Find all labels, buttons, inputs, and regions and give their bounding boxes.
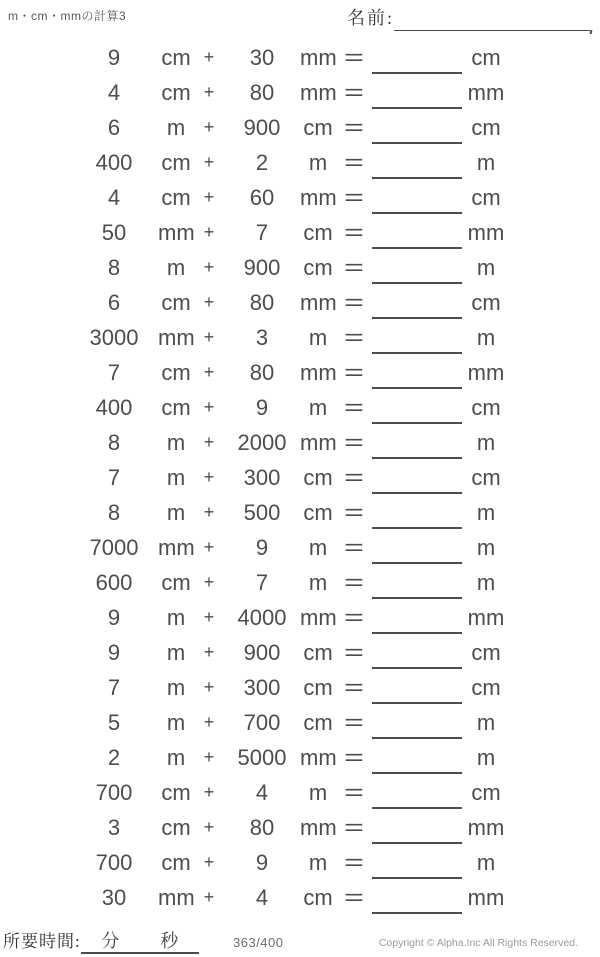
answer-blank[interactable] <box>372 40 462 74</box>
answer-blank[interactable] <box>372 75 462 109</box>
answer-unit: mm <box>467 884 505 910</box>
equals-sign: = <box>344 219 364 245</box>
operand1-value: 4 <box>107 184 121 210</box>
problems-list <box>0 40 600 915</box>
problem-row <box>0 565 600 600</box>
equals-sign: = <box>344 884 364 910</box>
problem-row <box>0 600 600 635</box>
operand1-value: 400 <box>95 149 133 175</box>
plus-sign: + <box>203 537 215 557</box>
answer-unit: mm <box>467 79 505 105</box>
answer-blank[interactable] <box>372 250 462 284</box>
answer-blank[interactable] <box>372 425 462 459</box>
operand2-unit: mm <box>300 359 337 385</box>
answer-blank[interactable] <box>372 320 462 354</box>
operand2-value: 9 <box>255 849 269 875</box>
answer-unit: m <box>476 429 496 455</box>
operand1-value: 3 <box>107 814 121 840</box>
answer-unit: m <box>476 254 496 280</box>
plus-sign: + <box>203 187 215 207</box>
answer-unit: m <box>476 744 496 770</box>
page-title: m・cm・mmの計算3 <box>8 9 127 23</box>
equals-sign: = <box>344 639 364 665</box>
problem-row <box>0 845 600 880</box>
operand1-value: 8 <box>107 499 121 525</box>
operand2-unit: m <box>308 149 328 175</box>
operand2-unit: m <box>308 849 328 875</box>
operand2-unit: mm <box>300 44 337 70</box>
operand1-value: 50 <box>101 219 127 245</box>
minutes-unit-label: 分 <box>101 931 120 951</box>
equals-sign: = <box>344 429 364 455</box>
seconds-unit-label: 秒 <box>160 931 179 951</box>
operand2-unit: m <box>308 394 328 420</box>
problem-row <box>0 460 600 495</box>
footer <box>0 922 600 957</box>
answer-unit: mm <box>467 814 505 840</box>
operand2-value: 3 <box>255 324 269 350</box>
plus-sign: + <box>203 852 215 872</box>
operand1-value: 7 <box>107 359 121 385</box>
operand2-value: 60 <box>249 184 275 210</box>
plus-sign: + <box>203 747 215 767</box>
operand2-unit: cm <box>303 219 333 245</box>
operand1-value: 9 <box>107 44 121 70</box>
answer-blank[interactable] <box>372 670 462 704</box>
equals-sign: = <box>344 744 364 770</box>
operand1-unit: m <box>166 709 186 735</box>
operand2-unit: cm <box>303 884 333 910</box>
answer-blank[interactable] <box>372 215 462 249</box>
copyright-text: Copyright © Alpha.Inc All Rights Reserved. <box>378 937 578 949</box>
answer-blank[interactable] <box>372 880 462 914</box>
answer-blank[interactable] <box>372 180 462 214</box>
equals-sign: = <box>344 79 364 105</box>
answer-unit: m <box>476 709 496 735</box>
problem-row <box>0 775 600 810</box>
operand1-value: 400 <box>95 394 133 420</box>
operand2-value: 2 <box>255 149 269 175</box>
plus-sign: + <box>203 432 215 452</box>
plus-sign: + <box>203 82 215 102</box>
answer-unit: cm <box>471 289 501 315</box>
plus-sign: + <box>203 222 215 242</box>
answer-unit: cm <box>471 639 501 665</box>
answer-blank[interactable] <box>372 355 462 389</box>
operand1-unit: m <box>166 744 186 770</box>
plus-sign: + <box>203 887 215 907</box>
problem-row <box>0 670 600 705</box>
plus-sign: + <box>203 327 215 347</box>
operand1-unit: cm <box>161 184 191 210</box>
problem-row <box>0 530 600 565</box>
operand2-unit: mm <box>300 604 337 630</box>
equals-sign: = <box>344 569 364 595</box>
problem-row <box>0 390 600 425</box>
equals-sign: = <box>344 149 364 175</box>
operand2-value: 5000 <box>237 744 287 770</box>
operand2-value: 4000 <box>237 604 287 630</box>
plus-sign: + <box>203 117 215 137</box>
operand1-value: 6 <box>107 289 121 315</box>
operand1-unit: mm <box>158 219 195 245</box>
answer-blank[interactable] <box>372 460 462 494</box>
operand2-unit: m <box>308 324 328 350</box>
answer-blank[interactable] <box>372 740 462 774</box>
problem-row <box>0 180 600 215</box>
answer-blank[interactable] <box>372 705 462 739</box>
plus-sign: + <box>203 502 215 522</box>
operand1-unit: cm <box>161 289 191 315</box>
answer-blank[interactable] <box>372 565 462 599</box>
equals-sign: = <box>344 849 364 875</box>
operand1-unit: m <box>166 114 186 140</box>
operand2-value: 30 <box>249 44 275 70</box>
operand1-unit: m <box>166 429 186 455</box>
plus-sign: + <box>203 292 215 312</box>
answer-blank[interactable] <box>372 775 462 809</box>
operand1-value: 2 <box>107 744 121 770</box>
equals-sign: = <box>344 184 364 210</box>
operand1-unit: cm <box>161 849 191 875</box>
operand1-unit: m <box>166 604 186 630</box>
operand2-unit: m <box>308 569 328 595</box>
operand2-value: 500 <box>243 499 281 525</box>
problem-row <box>0 495 600 530</box>
operand1-value: 600 <box>95 569 133 595</box>
answer-unit: mm <box>467 219 505 245</box>
equals-sign: = <box>344 44 364 70</box>
answer-blank[interactable] <box>372 495 462 529</box>
answer-blank[interactable] <box>372 810 462 844</box>
operand2-value: 80 <box>249 79 275 105</box>
answer-unit: m <box>476 149 496 175</box>
operand2-unit: m <box>308 779 328 805</box>
operand1-unit: cm <box>161 359 191 385</box>
problem-row <box>0 110 600 145</box>
operand2-unit: cm <box>303 464 333 490</box>
operand2-unit: mm <box>300 79 337 105</box>
operand1-value: 3000 <box>89 324 139 350</box>
answer-blank[interactable] <box>372 110 462 144</box>
answer-unit: m <box>476 499 496 525</box>
problem-row <box>0 75 600 110</box>
equals-sign: = <box>344 779 364 805</box>
operand1-value: 7 <box>107 674 121 700</box>
plus-sign: + <box>203 257 215 277</box>
operand1-value: 30 <box>101 884 127 910</box>
operand2-value: 900 <box>243 254 281 280</box>
answer-unit: cm <box>471 114 501 140</box>
equals-sign: = <box>344 324 364 350</box>
operand1-unit: cm <box>161 779 191 805</box>
operand2-value: 7 <box>255 569 269 595</box>
equals-sign: = <box>344 394 364 420</box>
problem-row <box>0 740 600 775</box>
operand2-value: 4 <box>255 884 269 910</box>
problem-row <box>0 320 600 355</box>
equals-sign: = <box>344 814 364 840</box>
plus-sign: + <box>203 607 215 627</box>
plus-sign: + <box>203 817 215 837</box>
operand2-value: 80 <box>249 289 275 315</box>
plus-sign: + <box>203 152 215 172</box>
operand2-value: 4 <box>255 779 269 805</box>
operand2-unit: cm <box>303 114 333 140</box>
operand2-value: 300 <box>243 464 281 490</box>
operand1-value: 5 <box>107 709 121 735</box>
operand2-unit: mm <box>300 429 337 455</box>
operand2-value: 900 <box>243 639 281 665</box>
plus-sign: + <box>203 397 215 417</box>
answer-unit: cm <box>471 184 501 210</box>
problem-row <box>0 145 600 180</box>
answer-unit: cm <box>471 674 501 700</box>
operand2-unit: mm <box>300 744 337 770</box>
operand1-value: 8 <box>107 429 121 455</box>
operand2-value: 2000 <box>237 429 287 455</box>
operand2-unit: cm <box>303 674 333 700</box>
problem-row <box>0 285 600 320</box>
problem-row <box>0 705 600 740</box>
problem-row <box>0 880 600 915</box>
operand2-value: 300 <box>243 674 281 700</box>
answer-blank[interactable] <box>372 145 462 179</box>
operand2-unit: cm <box>303 499 333 525</box>
name-field <box>347 5 590 31</box>
operand1-unit: cm <box>161 394 191 420</box>
operand1-unit: m <box>166 254 186 280</box>
operand2-unit: mm <box>300 289 337 315</box>
problem-row <box>0 425 600 460</box>
answer-unit: mm <box>467 359 505 385</box>
operand1-value: 700 <box>95 779 133 805</box>
time-field <box>3 928 199 954</box>
operand2-unit: cm <box>303 639 333 665</box>
equals-sign: = <box>344 289 364 315</box>
operand2-value: 7 <box>255 219 269 245</box>
operand1-unit: cm <box>161 569 191 595</box>
plus-sign: + <box>203 677 215 697</box>
operand1-unit: cm <box>161 814 191 840</box>
operand2-value: 9 <box>255 394 269 420</box>
plus-sign: + <box>203 467 215 487</box>
answer-unit: cm <box>471 44 501 70</box>
time-label: 所要時間: <box>3 932 81 951</box>
operand1-value: 7000 <box>89 534 139 560</box>
problem-row <box>0 215 600 250</box>
operand2-unit: mm <box>300 184 337 210</box>
answer-unit: m <box>476 534 496 560</box>
operand1-value: 9 <box>107 639 121 665</box>
plus-sign: + <box>203 782 215 802</box>
operand1-value: 700 <box>95 849 133 875</box>
operand1-unit: mm <box>158 884 195 910</box>
operand1-value: 7 <box>107 464 121 490</box>
answer-unit: m <box>476 569 496 595</box>
operand1-unit: mm <box>158 324 195 350</box>
problem-row <box>0 810 600 845</box>
problem-row <box>0 355 600 390</box>
name-label: 名前: <box>346 8 394 28</box>
answer-unit: cm <box>471 464 501 490</box>
operand1-unit: m <box>166 499 186 525</box>
operand2-value: 80 <box>249 814 275 840</box>
plus-sign: + <box>203 362 215 382</box>
time-input-line[interactable] <box>81 928 199 954</box>
equals-sign: = <box>344 674 364 700</box>
equals-sign: = <box>344 499 364 525</box>
operand1-unit: m <box>166 464 186 490</box>
answer-unit: cm <box>471 779 501 805</box>
page-count: 363/400 <box>233 935 284 950</box>
equals-sign: = <box>344 359 364 385</box>
problem-row <box>0 250 600 285</box>
answer-blank[interactable] <box>372 390 462 424</box>
plus-sign: + <box>203 572 215 592</box>
answer-unit: cm <box>471 394 501 420</box>
name-input-line[interactable] <box>394 5 590 31</box>
answer-blank[interactable] <box>372 845 462 879</box>
operand1-value: 9 <box>107 604 121 630</box>
operand2-value: 900 <box>243 114 281 140</box>
operand1-unit: cm <box>161 44 191 70</box>
operand2-unit: cm <box>303 709 333 735</box>
equals-sign: = <box>344 114 364 140</box>
answer-blank[interactable] <box>372 635 462 669</box>
operand2-value: 9 <box>255 534 269 560</box>
operand1-unit: m <box>166 674 186 700</box>
operand2-unit: mm <box>300 814 337 840</box>
operand1-value: 6 <box>107 114 121 140</box>
operand1-unit: cm <box>161 149 191 175</box>
answer-unit: m <box>476 849 496 875</box>
equals-sign: = <box>344 709 364 735</box>
equals-sign: = <box>344 604 364 630</box>
equals-sign: = <box>344 534 364 560</box>
operand2-unit: m <box>308 534 328 560</box>
answer-blank[interactable] <box>372 285 462 319</box>
problem-row <box>0 635 600 670</box>
answer-unit: m <box>476 324 496 350</box>
plus-sign: + <box>203 642 215 662</box>
operand2-value: 700 <box>243 709 281 735</box>
answer-blank[interactable] <box>372 530 462 564</box>
answer-unit: mm <box>467 604 505 630</box>
operand2-unit: cm <box>303 254 333 280</box>
answer-blank[interactable] <box>372 600 462 634</box>
operand2-value: 80 <box>249 359 275 385</box>
operand1-value: 4 <box>107 79 121 105</box>
equals-sign: = <box>344 464 364 490</box>
operand1-value: 8 <box>107 254 121 280</box>
operand1-unit: cm <box>161 79 191 105</box>
equals-sign: = <box>344 254 364 280</box>
plus-sign: + <box>203 47 215 67</box>
plus-sign: + <box>203 712 215 732</box>
operand1-unit: mm <box>158 534 195 560</box>
operand1-unit: m <box>166 639 186 665</box>
problem-row <box>0 40 600 75</box>
